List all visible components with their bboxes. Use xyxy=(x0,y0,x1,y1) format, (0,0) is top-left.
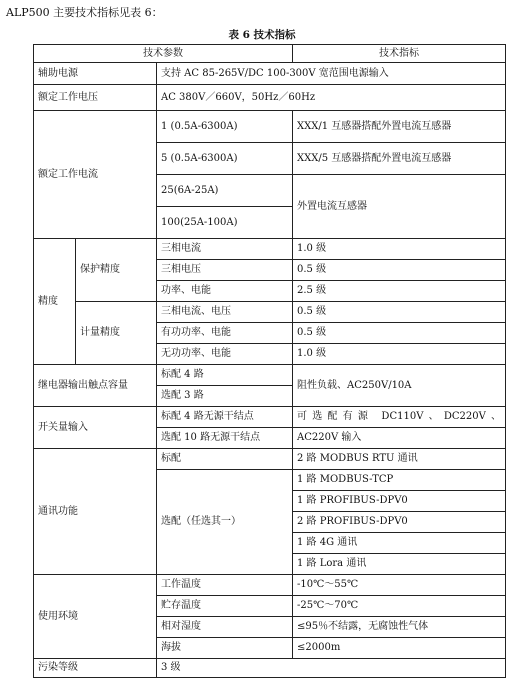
table-row xyxy=(34,63,506,85)
aux-power-label: 辅助电源 xyxy=(34,63,157,85)
switch-input-value-line1: 可选配有源 DC110V、DC220V、 xyxy=(293,407,506,428)
relay-opt: 选配 3 路 xyxy=(157,386,293,407)
comm-label: 通讯功能 xyxy=(34,449,157,575)
table-row xyxy=(34,302,506,323)
relay-label: 继电器输出触点容量 xyxy=(34,365,157,407)
environment-item: 海拔 xyxy=(157,638,293,659)
table-row xyxy=(34,239,506,260)
protection-item: 功率、电能 xyxy=(157,281,293,302)
rated-current-opt2: 5 (0.5A-6300A) xyxy=(157,143,293,175)
environment-item: 贮存温度 xyxy=(157,596,293,617)
aux-power-value: 支持 AC 85-265V/DC 100-300V 宽范围电源输入 xyxy=(157,63,506,85)
table-row xyxy=(34,449,506,470)
rated-current-label: 额定工作电流 xyxy=(34,111,157,239)
switch-input-std: 标配 4 路无源干结点 xyxy=(157,407,293,428)
switch-input-value-line2: AC220V 输入 xyxy=(293,428,506,449)
table-row xyxy=(34,659,506,678)
pollution-label: 污染等级 xyxy=(34,659,157,678)
comm-opt-value: 1 路 4G 通讯 xyxy=(293,533,506,554)
environment-value: -10℃～55℃ xyxy=(293,575,506,596)
protection-value: 0.5 级 xyxy=(293,260,506,281)
metering-item: 三相电流、电压 xyxy=(157,302,293,323)
metering-value: 0.5 级 xyxy=(293,323,506,344)
comm-opt-value: 1 路 MODBUS-TCP xyxy=(293,470,506,491)
table-row xyxy=(34,111,506,143)
table-row xyxy=(34,365,506,386)
metering-value: 0.5 级 xyxy=(293,302,506,323)
environment-item: 相对湿度 xyxy=(157,617,293,638)
metering-value: 1.0 级 xyxy=(293,344,506,365)
environment-value: ≤2000m xyxy=(293,638,506,659)
environment-label: 使用环境 xyxy=(34,575,157,659)
rated-current-opt1: 1 (0.5A-6300A) xyxy=(157,111,293,143)
rated-current-opt4: 100(25A-100A) xyxy=(157,207,293,239)
table-row xyxy=(34,85,506,111)
intro-text: ALP500 主要技术指标见表 6： xyxy=(6,6,163,19)
comm-opt-value: 1 路 Lora 通讯 xyxy=(293,554,506,575)
rated-current-opt3: 25(6A-25A) xyxy=(157,175,293,207)
protection-item: 三相电压 xyxy=(157,260,293,281)
protection-value: 2.5 级 xyxy=(293,281,506,302)
header-row xyxy=(34,45,506,63)
protection-accuracy-label: 保护精度 xyxy=(76,239,157,302)
spec-table xyxy=(33,44,506,678)
accuracy-label: 精度 xyxy=(34,239,76,365)
comm-std-label: 标配 xyxy=(157,449,293,470)
comm-opt-value: 2 路 PROFIBUS-DPV0 xyxy=(293,512,506,533)
table-row xyxy=(34,575,506,596)
rated-voltage-label: 额定工作电压 xyxy=(34,85,157,111)
metering-accuracy-label: 计量精度 xyxy=(76,302,157,365)
table-caption: 表 6 技术指标 xyxy=(228,29,296,41)
pollution-value: 3 级 xyxy=(157,659,506,678)
switch-input-label: 开关量输入 xyxy=(34,407,157,449)
switch-input-opt: 选配 10 路无源干结点 xyxy=(157,428,293,449)
metering-item: 有功功率、电能 xyxy=(157,323,293,344)
comm-opt-value: 1 路 PROFIBUS-DPV0 xyxy=(293,491,506,512)
environment-item: 工作温度 xyxy=(157,575,293,596)
rated-current-opt1-desc: XXX/1 互感器搭配外置电流互感器 xyxy=(293,111,506,143)
protection-value: 1.0 级 xyxy=(293,239,506,260)
environment-value: -25℃～70℃ xyxy=(293,596,506,617)
environment-value: ≤95％不结露，无腐蚀性气体 xyxy=(293,617,506,638)
comm-std-value: 2 路 MODBUS RTU 通讯 xyxy=(293,449,506,470)
rated-current-opt2-desc: XXX/5 互感器搭配外置电流互感器 xyxy=(293,143,506,175)
rated-current-opt34-desc: 外置电流互感器 xyxy=(293,175,506,239)
header-param: 技术参数 xyxy=(34,45,293,63)
comm-opt-label: 选配（任选其一） xyxy=(157,470,293,575)
table-row xyxy=(34,407,506,428)
relay-std: 标配 4 路 xyxy=(157,365,293,386)
metering-item: 无功功率、电能 xyxy=(157,344,293,365)
rated-voltage-value: AC 380V／660V，50Hz／60Hz xyxy=(157,85,506,111)
relay-value: 阻性负载、AC250V/10A xyxy=(293,365,506,407)
header-spec: 技术指标 xyxy=(293,45,506,63)
protection-item: 三相电流 xyxy=(157,239,293,260)
